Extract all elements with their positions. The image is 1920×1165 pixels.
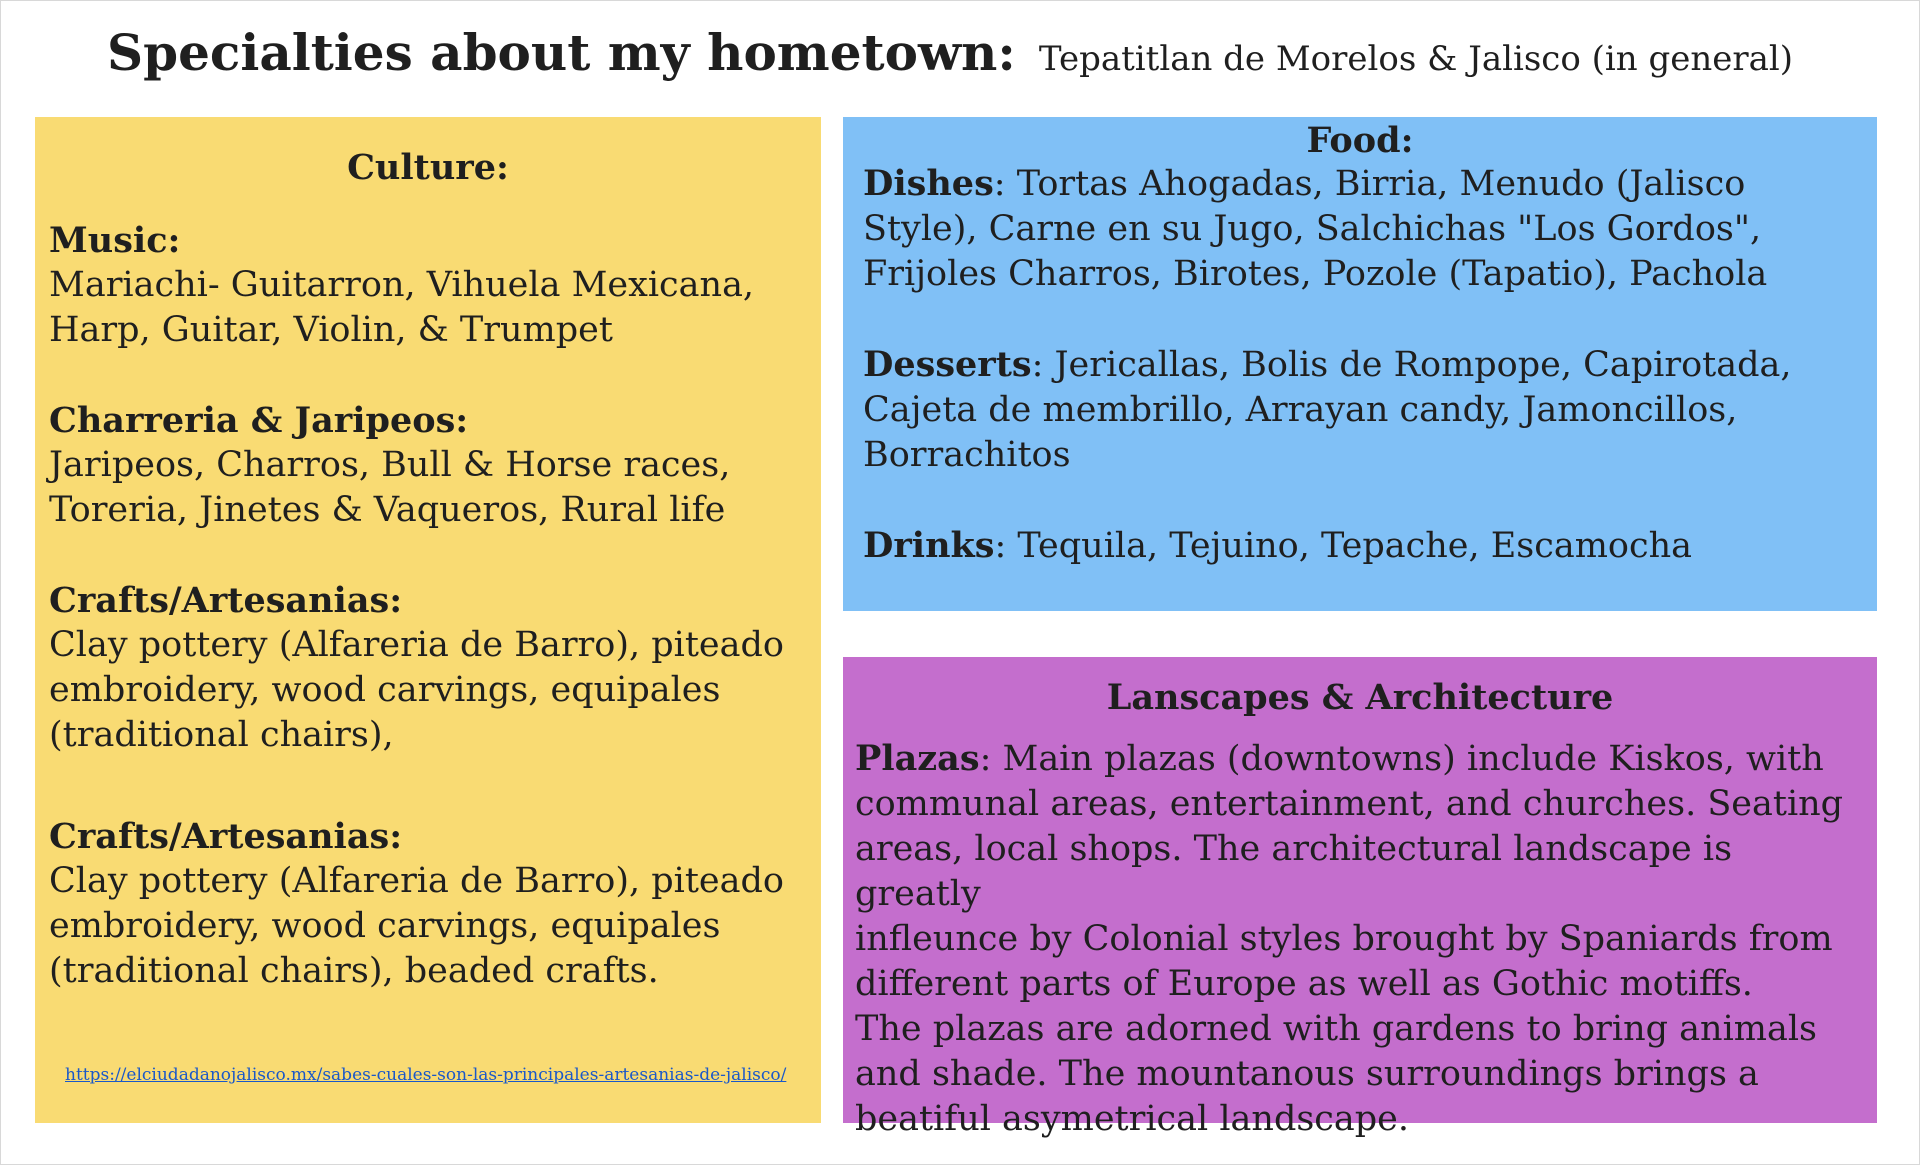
food-drinks — [863, 523, 1877, 569]
section-line: (traditional chairs), beaded crafts. — [49, 951, 659, 991]
plazas-line: : Main plazas (downtowns) include Kiskos, with — [979, 739, 1824, 779]
plazas-label: Plazas — [855, 738, 980, 779]
plazas-line: beatiful asymetrical landscape. — [855, 1099, 1410, 1139]
section-title: Music: — [49, 220, 181, 261]
section-title: Charreria & Jaripeos: — [49, 400, 469, 441]
culture-panel — [35, 117, 821, 1123]
food-desserts — [863, 342, 1877, 478]
dishes-line: : Tortas Ahogadas, Birria, Menudo (Jalisco — [993, 164, 1746, 204]
plazas-line: infleunce by Colonial styles brought by Spaniards from — [855, 919, 1833, 959]
plazas-line: and shade. The mountanous surroundings brings a — [855, 1054, 1759, 1094]
source-link[interactable]: https://elciudadanojalisco.mx/sabes-cuales-son-las-principales-artesanias-de-jalisco/ — [65, 1065, 787, 1085]
culture-section-charreria — [49, 398, 821, 533]
drinks-line: : Tequila, Tejuino, Tepache, Escamocha — [994, 526, 1692, 566]
landscapes-heading: Lanscapes & Architecture — [1106, 677, 1614, 718]
title-row — [107, 23, 1793, 103]
culture-section-crafts-2 — [49, 814, 821, 994]
food-heading: Food: — [1306, 120, 1414, 161]
plazas-line: areas, local shops. The architectural landscape is greatly — [855, 829, 1733, 914]
landscapes-panel — [843, 657, 1877, 1139]
culture-section-music — [49, 218, 821, 353]
section-line: (traditional chairs), — [49, 715, 394, 755]
drinks-label: Drinks — [863, 525, 995, 566]
plazas-text — [855, 736, 1877, 1142]
plazas-line: different parts of Europe as well as Gothic motiffs. — [855, 964, 1753, 1004]
section-line: Jaripeos, Charros, Bull & Horse races, — [49, 445, 731, 485]
section-line: Harp, Guitar, Violin, & Trumpet — [49, 310, 613, 350]
section-line: Clay pottery (Alfareria de Barro), piteado — [49, 625, 784, 665]
plazas-line: communal areas, entertainment, and churches. Seating — [855, 784, 1844, 824]
section-title: Crafts/Artesanias: — [49, 580, 403, 621]
page-title: Specialties about my hometown: — [107, 23, 1016, 82]
section-title: Crafts/Artesanias: — [49, 816, 403, 857]
food-panel — [843, 117, 1877, 611]
desserts-line: Borrachitos — [863, 435, 1071, 475]
section-line: Mariachi- Guitarron, Vihuela Mexicana, — [49, 265, 755, 305]
food-dishes — [863, 161, 1877, 297]
dishes-line: Style), Carne en su Jugo, Salchichas "Los Gordos", — [863, 209, 1762, 249]
section-line: Toreria, Jinetes & Vaqueros, Rural life — [49, 490, 726, 530]
desserts-line: Cajeta de membrillo, Arrayan candy, Jamoncillos, — [863, 390, 1738, 430]
culture-heading: Culture: — [347, 147, 509, 188]
dishes-line: Frijoles Charros, Birotes, Pozole (Tapatio), Pachola — [863, 254, 1768, 294]
desserts-line: : Jericallas, Bolis de Rompope, Capirotada, — [1031, 345, 1792, 385]
desserts-label: Desserts — [863, 344, 1032, 385]
section-line: embroidery, wood carvings, equipales — [49, 670, 721, 710]
dishes-label: Dishes — [863, 163, 994, 204]
section-line: Clay pottery (Alfareria de Barro), piteado — [49, 861, 784, 901]
plazas-line: The plazas are adorned with gardens to bring animals — [855, 1009, 1817, 1049]
section-line: embroidery, wood carvings, equipales — [49, 906, 721, 946]
culture-section-crafts — [49, 578, 821, 758]
page-subtitle: Tepatitlan de Morelos & Jalisco (in general) — [1038, 39, 1794, 79]
